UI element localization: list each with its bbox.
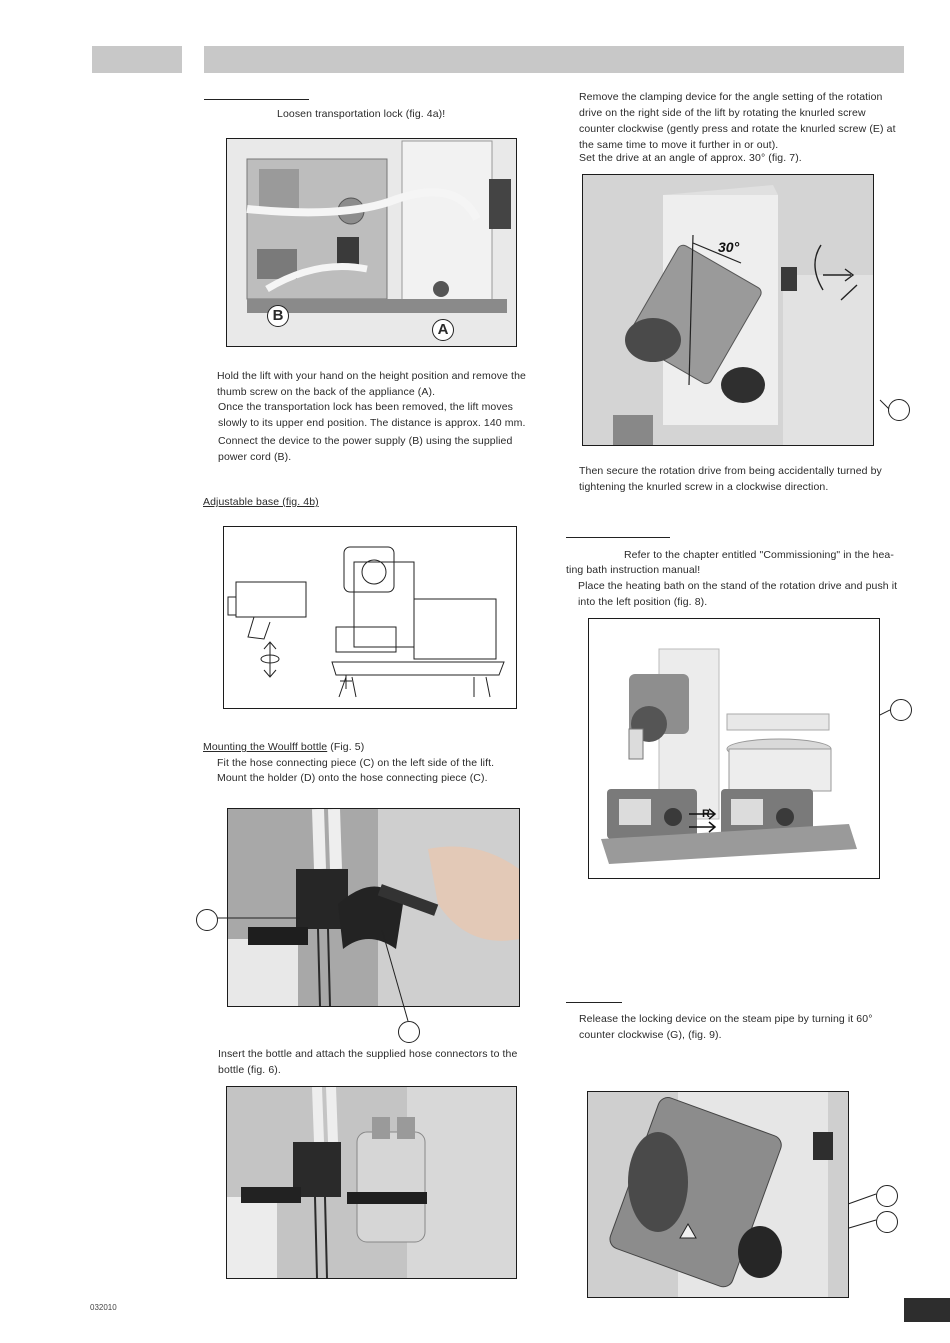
para-remove-clamping: Remove the clamping device for the angle setting of the rotation drive on the right side of the lift by rotating the knurled screw counter clockwise (gently press and rotate the knurled screw (E) at the same time to move it further in or out). [579,91,896,151]
fig7-illustration [583,175,873,445]
para-place-bath: Place the heating bath on the stand of the rotation drive and push it into the left position (fig. 8). [578,580,898,608]
fig9-illustration [588,1092,848,1297]
callout-e [888,399,910,421]
callout-g [876,1185,898,1207]
para-connect-power: Connect the device to the power supply (B) using the supplied power cord (B). [218,435,513,463]
woulff-heading: Mounting the Woulff bottle [203,741,328,753]
woulff-fig-ref: (Fig. 5) [327,741,365,753]
para-hold-lift: Hold the lift with your hand on the height position and remove the thumb screw on the back of the appliance (A). [217,370,526,398]
figure-7-photo [582,174,874,446]
para-release-locking: Release the locking device on the steam pipe by turning it 60° counter clockwise (G), (fig. 9). [579,1013,873,1041]
section-rule-steam [566,1002,622,1003]
figure-4b-drawing [223,526,517,709]
woulff-heading-line [203,739,364,755]
section-rule-heating [566,537,670,538]
woulff-step-2: Mount the holder (D) onto the hose connecting piece (C). [217,772,488,784]
fig4b-illustration [224,527,516,708]
callout-d [398,1021,420,1043]
footer-doc-code: 032010 [90,1303,117,1312]
woulff-step-1: Fit the hose connecting piece (C) on the left side of the lift. [217,757,495,769]
section-rule [204,99,309,100]
figure-8-photo [588,618,880,879]
fig4a-intro: Loosen transportation lock (fig. 4a)! [277,108,446,120]
header-left-block [92,46,182,73]
para-refer-line-1: Refer to the chapter entitled "Commissioning" in the hea- [624,549,894,561]
callout-h [876,1211,898,1233]
para-refer-line-2: ting bath instruction manual! [566,564,701,576]
fig7-angle-label: 30° [718,239,740,255]
callout-b: B [267,305,289,327]
header-title-bar [204,46,904,73]
callout-c [196,909,218,931]
figure-6-photo [226,1086,517,1279]
para-set-angle: Set the drive at an angle of approx. 30° (fig. 7). [579,152,802,164]
adjustable-base-heading: Adjustable base (fig. 4b) [203,496,319,508]
figure-5-photo [227,808,520,1007]
callout-a: A [432,319,454,341]
para-insert-bottle: Insert the bottle and attach the supplied hose connectors to the bottle (fig. 6). [218,1048,518,1076]
fig8-illustration [589,619,879,878]
fig5-illustration [228,809,519,1006]
page-number-tab [904,1298,950,1322]
fig8-arrow-label: R [702,808,710,820]
figure-9-photo [587,1091,849,1298]
fig6-illustration [227,1087,516,1278]
figure-4a-photo [226,138,517,347]
para-secure-drive: Then secure the rotation drive from being accidentally turned by tightening the knurled screw in a clockwise direction. [579,465,882,493]
callout-f [890,699,912,721]
para-transport-lock-removed: Once the transportation lock has been removed, the lift moves slowly to its upper end position. The distance is approx. 140 mm. [218,401,526,429]
